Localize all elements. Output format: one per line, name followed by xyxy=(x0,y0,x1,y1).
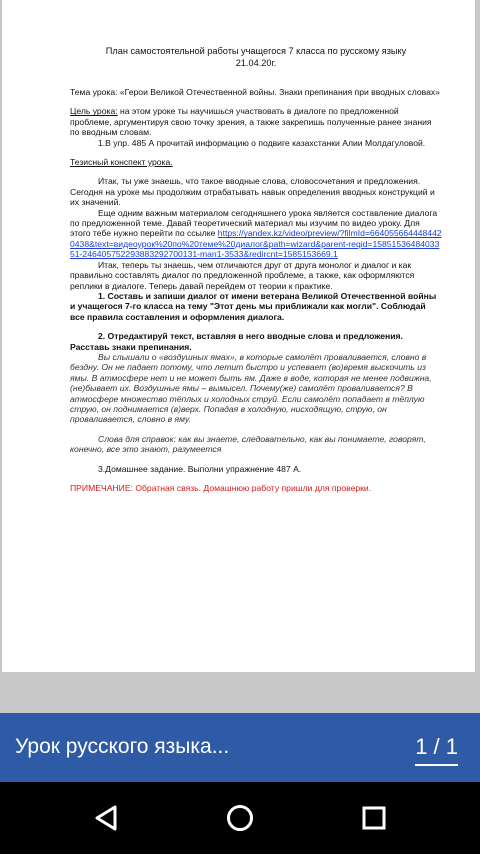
document-page[interactable] xyxy=(2,0,475,672)
document-toolbar xyxy=(0,713,480,782)
back-button[interactable] xyxy=(86,800,126,836)
home-button[interactable] xyxy=(220,800,260,836)
goal-text: на этом уроке ты научишься участвовать в диалоге по предложенной проблеме, аргументируя свою точку зрения, а также закрепишь полученные ранее знания по вводным словам. xyxy=(70,106,432,138)
task-2-paragraph: 2. Отредактируй текст, вставляя в него вводные слова и предложения. Расставь знаки препинания. xyxy=(70,331,403,352)
note: ПРИМЕЧАНИЕ: Обратная связь. Домашнюю работу пришли для проверки. xyxy=(70,483,372,493)
recents-square-icon xyxy=(361,805,387,831)
task-compose-dialog: 1. Составь и запиши диалог от имени ветерана Великой Отечественной войны и учащегося 7-го класса на тему "Этот день мы приближали как могли". Соблюдай все правила составления и оформления диалога. xyxy=(70,290,437,322)
paragraph-1: Итак, ты уже знаешь, что такое вводные слова, словосочетания и предложения. Сегодня на уроке мы продолжим отрабатывать навык определения вводных конструкций и их значений. xyxy=(70,176,435,208)
document-content xyxy=(70,46,442,493)
goal-paragraph xyxy=(70,106,442,137)
paragraph-2 xyxy=(70,208,442,260)
goal-label: Цель урока: xyxy=(70,106,118,117)
homework: 3.Домашнее задание. Выполни упражнение 487 А. xyxy=(98,463,302,474)
document-name[interactable]: Урок русского языка... xyxy=(15,735,230,758)
page-counter[interactable]: 1 / 1 xyxy=(415,734,458,766)
system-navigation-bar xyxy=(0,782,480,854)
title-line-2: 21.04.20г. xyxy=(235,57,277,68)
topic-text: «Герои Великой Отечественной войны. Знаки препинания при вводных словах» xyxy=(117,87,440,97)
paragraph-2-text: Еще одним важным материалом сегодняшнего урока является составление диалога по предложенной теме. Давай теоретический материал мы изучим по видео уроку. Для этого тебе нужно перейти по ссылке xyxy=(70,207,438,239)
topic-label: Тема урока: xyxy=(70,87,118,97)
summary-heading: Тезисный конспект урока. xyxy=(70,157,173,168)
video-lesson-link[interactable]: https://yandex.kz/video/preview/?filmId=6640556644484420438&text=видеоурок%20по%20теме%20диалог&path=wizard&parent-reqid=1585153648403351-246405752293883292700131-man1-3533&redircnt=1585153669.1 xyxy=(70,228,442,260)
recents-button[interactable] xyxy=(354,800,394,836)
title-line-1: План самостоятельной работы учащегося 7 класса по русскому языку xyxy=(105,46,407,56)
task-1-paragraph: 1.В упр. 485 А прочитай информацию о подвиге казахстанки Алии Молдагуловой. xyxy=(98,137,426,148)
exercise-text: Вы слышали о «воздушных ямах», в которые самолёт проваливается, словно в бездну. Он не падает потому, что летит быстро и успевает (во)время выскочить из ямы. В атмосфере нет и не может быть ям. Даже в воде, которая не менее подвижна, (не)бывает их. Воздушные ямы – вымысел. Почему(же) самолёт проваливается? В атмосфере множество тёплых и холодных струй. Если самолёт попадает в тёплую струю, он поднимается (в)верх. Попадая в холодную, нисходящую, струю, он проваливается, словно в яму. xyxy=(70,351,432,425)
words-help: Слова для справок: как вы знаете, следовательно, как вы понимаете, говорят, конечно, все это знают, разумеется xyxy=(70,433,426,455)
topic-paragraph xyxy=(70,87,442,97)
document-title xyxy=(70,46,442,69)
back-triangle-icon xyxy=(93,804,119,832)
home-circle-icon xyxy=(225,803,255,833)
paragraph-3: Итак, теперь ты знаешь, чем отличаются друг от друга монолог и диалог и как правильно составлять диалог по предложенной проблеме, а также, как оформляются реплики в диалоге. Теперь давай перейдем от теории к практике. xyxy=(70,259,415,291)
